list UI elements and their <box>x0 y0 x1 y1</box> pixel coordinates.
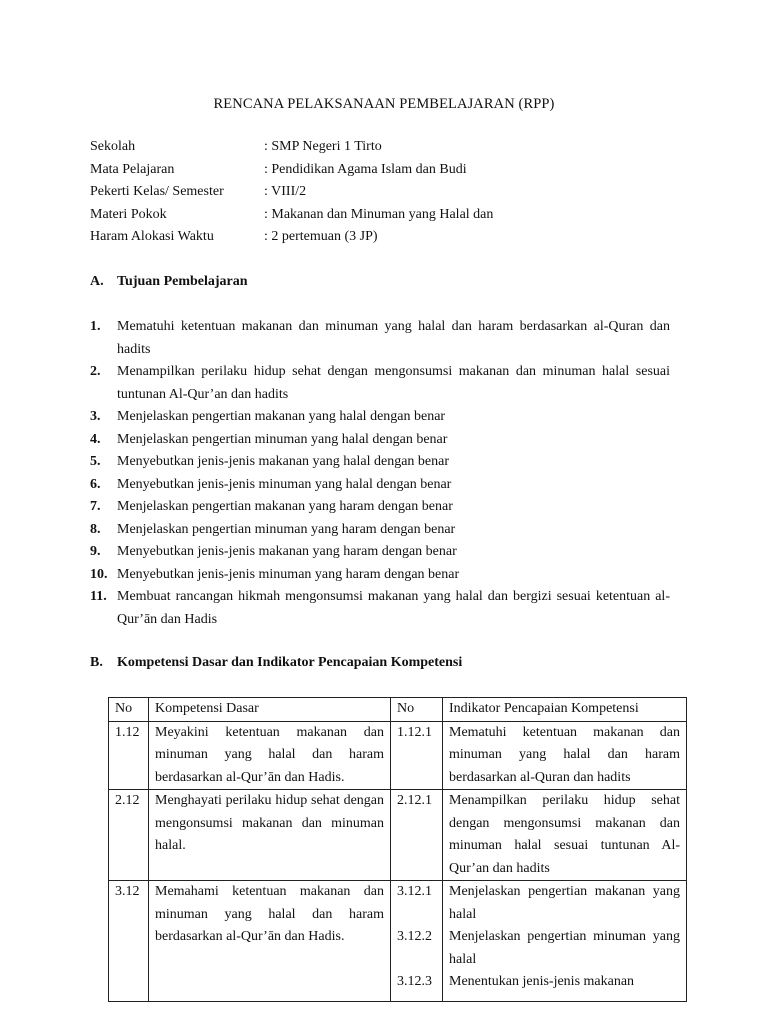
header-indicator: Indikator Pencapaian Kompetensi <box>443 698 687 722</box>
indicator-text: Menjelaskan pengertian minuman yang halal <box>449 929 680 967</box>
info-label: Materi Pokok <box>90 206 167 222</box>
competency-table <box>108 697 687 1002</box>
kd-number: 1.12 <box>109 721 149 790</box>
indicator-text-cell <box>443 881 687 1002</box>
indicator-number: 2.12.1 <box>391 790 443 881</box>
goal-number: 1. <box>90 319 101 334</box>
kd-text: Memahami ketentuan makanan dan minuman yang halal dan haram berdasarkan al-Qur’ān dan Hadis. <box>149 881 391 1002</box>
table-row <box>109 721 687 790</box>
goal-number: 9. <box>90 544 101 559</box>
header-basic-competency: Kompetensi Dasar <box>149 698 391 722</box>
goal-text: Menjelaskan pengertian minuman yang halal dengan benar <box>117 431 448 447</box>
document-title: RENCANA PELAKSANAAN PEMBELAJARAN (RPP) <box>213 96 555 112</box>
header-no: No <box>391 698 443 722</box>
goal-text: Menyebutkan jenis-jenis minuman yang haram dengan benar <box>117 566 460 582</box>
indicator-number: 1.12.1 <box>391 721 443 790</box>
goal-number: 4. <box>90 431 101 447</box>
info-row-class-semester <box>90 181 690 204</box>
list-item <box>90 496 670 519</box>
indicator-number-cell <box>391 881 443 1002</box>
indicator-text: Menentukan jenis-jenis makanan <box>449 974 635 989</box>
indicator-text: Menampilkan perilaku hidup sehat dengan mengonsumsi makanan dan minuman halal sesuai tuntunan Al-Qur’an dan hadits <box>443 790 687 881</box>
table-row <box>109 790 687 881</box>
list-item <box>90 474 670 497</box>
indicator-number: 3.12.3 <box>397 974 432 989</box>
list-item <box>90 541 670 564</box>
goal-number: 11. <box>90 589 107 604</box>
goal-text: Menyebutkan jenis-jenis minuman yang halal dengan benar <box>117 476 452 492</box>
info-row-topic <box>90 204 690 227</box>
section-letter: B. <box>90 655 103 670</box>
header-no: No <box>109 698 149 722</box>
info-row-time <box>90 226 690 249</box>
list-item <box>90 429 670 452</box>
goal-text: Menampilkan perilaku hidup sehat dengan mengonsumsi makanan dan minuman halal sesuai tuntunan Al-Qur’an dan hadits <box>117 364 670 402</box>
section-heading-b <box>90 652 462 675</box>
goal-text: Menjelaskan pengertian makanan yang haram dengan benar <box>117 499 453 514</box>
info-block <box>90 136 690 249</box>
info-value: : SMP Negeri 1 Tirto <box>264 139 382 154</box>
info-value: : Makanan dan Minuman yang Halal dan <box>264 206 494 222</box>
info-label: Sekolah <box>90 139 136 154</box>
info-label: Haram Alokasi Waktu <box>90 229 214 245</box>
info-value: : Pendidikan Agama Islam dan Budi <box>264 161 467 177</box>
list-item <box>90 586 670 631</box>
goal-text: Menyebutkan jenis-jenis makanan yang haram dengan benar <box>117 544 457 559</box>
section-heading-a <box>90 271 248 294</box>
list-item <box>90 316 670 361</box>
list-item <box>90 361 670 406</box>
info-row-subject <box>90 159 690 182</box>
list-item <box>90 519 670 542</box>
info-label: Mata Pelajaran <box>90 161 175 177</box>
goal-text: Mematuhi ketentuan makanan dan minuman yang halal dan haram berdasarkan al-Quran dan hadits <box>117 319 670 357</box>
goal-number: 10. <box>90 566 108 582</box>
kd-text: Meyakini ketentuan makanan dan minuman yang halal dan haram berdasarkan al-Qur’ān dan Hadis. <box>149 721 391 790</box>
info-value: : VIII/2 <box>264 184 307 200</box>
goal-number: 6. <box>90 476 101 492</box>
info-label: Pekerti Kelas/ Semester <box>90 184 224 200</box>
goal-number: 7. <box>90 499 101 514</box>
kd-text: Menghayati perilaku hidup sehat dengan mengonsumsi makanan dan minuman halal. <box>149 790 391 881</box>
goal-number: 3. <box>90 409 101 424</box>
kd-number: 2.12 <box>109 790 149 881</box>
goal-text: Menyebutkan jenis-jenis makanan yang halal dengan benar <box>117 454 449 469</box>
list-item <box>90 406 670 429</box>
list-item <box>90 451 670 474</box>
goal-text: Menjelaskan pengertian makanan yang halal dengan benar <box>117 409 446 424</box>
list-item <box>90 564 670 587</box>
indicator-number: 3.12.1 <box>397 884 432 899</box>
section-title: Kompetensi Dasar dan Indikator Pencapaian Kompetensi <box>117 655 463 670</box>
indicator-text: Menjelaskan pengertian makanan yang halal <box>449 884 680 922</box>
goal-text: Membuat rancangan hikmah mengonsumsi makanan yang halal dan bergizi sesuai ketentuan al-Qur’ān dan Hadis <box>117 589 670 627</box>
section-letter: A. <box>90 274 104 289</box>
table-header-row <box>109 698 687 722</box>
table-row <box>109 881 687 1002</box>
learning-goals-list <box>90 316 670 631</box>
info-row-school <box>90 136 690 159</box>
indicator-number: 3.12.2 <box>397 929 432 944</box>
indicator-text: Mematuhi ketentuan makanan dan minuman yang halal dan haram berdasarkan al-Quran dan hadits <box>443 721 687 790</box>
section-title: Tujuan Pembelajaran <box>117 274 248 289</box>
kd-number: 3.12 <box>109 881 149 1002</box>
goal-text: Menjelaskan pengertian minuman yang haram dengan benar <box>117 521 456 537</box>
goal-number: 2. <box>90 364 101 379</box>
goal-number: 5. <box>90 454 101 469</box>
goal-number: 8. <box>90 521 101 537</box>
info-value: : 2 pertemuan (3 JP) <box>264 229 378 245</box>
